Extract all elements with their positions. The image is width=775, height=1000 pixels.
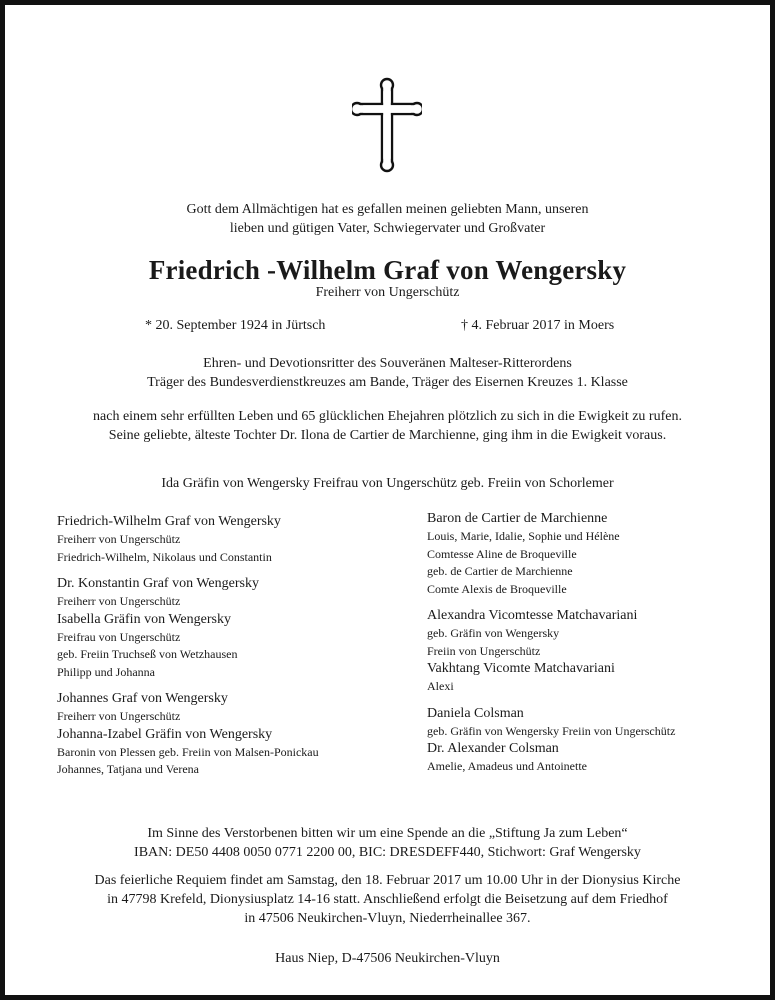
mourner-detail: Freiherr von Ungerschütz	[57, 594, 181, 608]
mourner-name: Johannes Graf von Wengersky	[57, 691, 228, 706]
mourner-detail: Johannes, Tatjana und Verena	[57, 762, 200, 776]
death-date: † 4. Februar 2017 in Moers	[461, 318, 615, 333]
birth-date: * 20. September 1924 in Jürtsch	[145, 318, 326, 333]
mourner-group	[57, 513, 319, 566]
mourners-right-column	[427, 510, 675, 785]
mourner-detail: Freiherr von Ungerschütz	[57, 532, 181, 546]
mourner-detail: Amelie, Amadeus und Antoinette	[427, 759, 587, 773]
mourner-name: Friedrich-Wilhelm Graf von Wengersky	[57, 514, 281, 529]
notice-line: Seine geliebte, älteste Tochter Dr. Ilona de Cartier de Marchienne, ging ihm in die Ewigkeit voraus.	[108, 428, 667, 443]
mourner-group	[427, 705, 675, 776]
mourner-group	[57, 575, 319, 681]
intro-text	[5, 200, 770, 238]
intro-line: Gott dem Allmächtigen hat es gefallen meinen geliebten Mann, unseren	[186, 202, 589, 217]
mourner-detail: Freiherr von Ungerschütz	[57, 709, 181, 723]
bank-details: IBAN: DE50 4408 0050 0771 2200 00, BIC: DRESDEFF440, Stichwort: Graf Wengersky	[134, 845, 641, 860]
mourner-detail: Philipp und Johanna	[57, 664, 155, 679]
family-address: Haus Niep, D-47506 Neukirchen-Vluyn	[275, 951, 500, 966]
mourner-group	[427, 607, 675, 696]
notice-text	[5, 407, 770, 445]
mourner-detail: geb. Gräfin von Wengersky Freiin von Ungerschütz	[427, 723, 676, 738]
mourner-detail: Comtesse Aline de Broqueville	[427, 546, 577, 561]
requiem-info	[5, 871, 770, 928]
mourner-detail: geb. Gräfin von Wengersky	[427, 626, 560, 640]
mourner-detail: Friedrich-Wilhelm, Nikolaus und Constantin	[57, 549, 272, 564]
honors	[5, 354, 770, 392]
mourner-name: Baron de Cartier de Marchienne	[427, 511, 608, 526]
honors-line: Ehren- und Devotionsritter des Souveränen Malteser-Ritterordens	[203, 356, 572, 371]
requiem-line: in 47798 Krefeld, Dionysiusplatz 14-16 statt. Anschließend erfolgt die Beisetzung auf dem Friedhof	[107, 892, 668, 907]
mourner-detail: Baronin von Plessen geb. Freiin von Malsen-Ponickau	[57, 744, 319, 759]
mourner-name: Dr. Alexander Colsman	[427, 741, 559, 756]
mourner-group	[427, 510, 675, 598]
mourner-name: Isabella Gräfin von Wengersky	[57, 611, 231, 627]
deceased-name: Friedrich -Wilhelm Graf von Wengersky	[148, 255, 627, 285]
mourner-name: Johanna-Izabel Gräfin von Wengersky	[57, 726, 273, 742]
deceased-title: Freiherr von Ungerschütz	[315, 285, 460, 300]
mourner-name: Dr. Konstantin Graf von Wengersky	[57, 576, 259, 591]
widow-name: Ida Gräfin von Wengersky Freifrau von Ungerschütz geb. Freiin von Schorlemer	[161, 476, 614, 491]
requiem-line: Das feierliche Requiem findet am Samstag, den 18. Februar 2017 um 10.00 Uhr in der Dionysius Kirche	[94, 873, 681, 888]
mourner-name: Daniela Colsman	[427, 705, 524, 721]
notice-line: nach einem sehr erfüllten Leben und 65 glücklichen Ehejahren plötzlich zu sich in die Ewigkeit zu rufen.	[93, 409, 682, 424]
mourner-detail: Alexi	[427, 679, 454, 693]
donation-request	[5, 824, 770, 862]
mourner-name: Vakhtang Vicomte Matchavariani	[427, 661, 615, 676]
mourners-left-column	[57, 513, 319, 788]
requiem-line: in 47506 Neukirchen-Vluyn, Niederrheinallee 367.	[244, 911, 531, 926]
mourner-detail: geb. de Cartier de Marchienne	[427, 564, 573, 578]
mourner-detail: geb. Freiin Truchseß von Wetzhausen	[57, 647, 238, 661]
donation-line: Im Sinne des Verstorbenen bitten wir um eine Spende an die „Stiftung Ja zum Leben“	[147, 826, 628, 841]
mourner-group	[57, 690, 319, 779]
mourner-detail: Freifrau von Ungerschütz	[57, 629, 181, 644]
mourner-detail: Freiin von Ungerschütz	[427, 643, 541, 658]
mourner-name: Alexandra Vicomtesse Matchavariani	[427, 608, 638, 623]
mourner-detail: Louis, Marie, Idalie, Sophie und Hélène	[427, 529, 620, 543]
intro-line: lieben und gütigen Vater, Schwiegervater und Großvater	[229, 221, 546, 236]
cross-icon	[352, 77, 422, 173]
honors-line: Träger des Bundesverdienstkreuzes am Bande, Träger des Eisernen Kreuzes 1. Klasse	[147, 375, 628, 390]
mourner-detail: Comte Alexis de Broqueville	[427, 581, 567, 596]
